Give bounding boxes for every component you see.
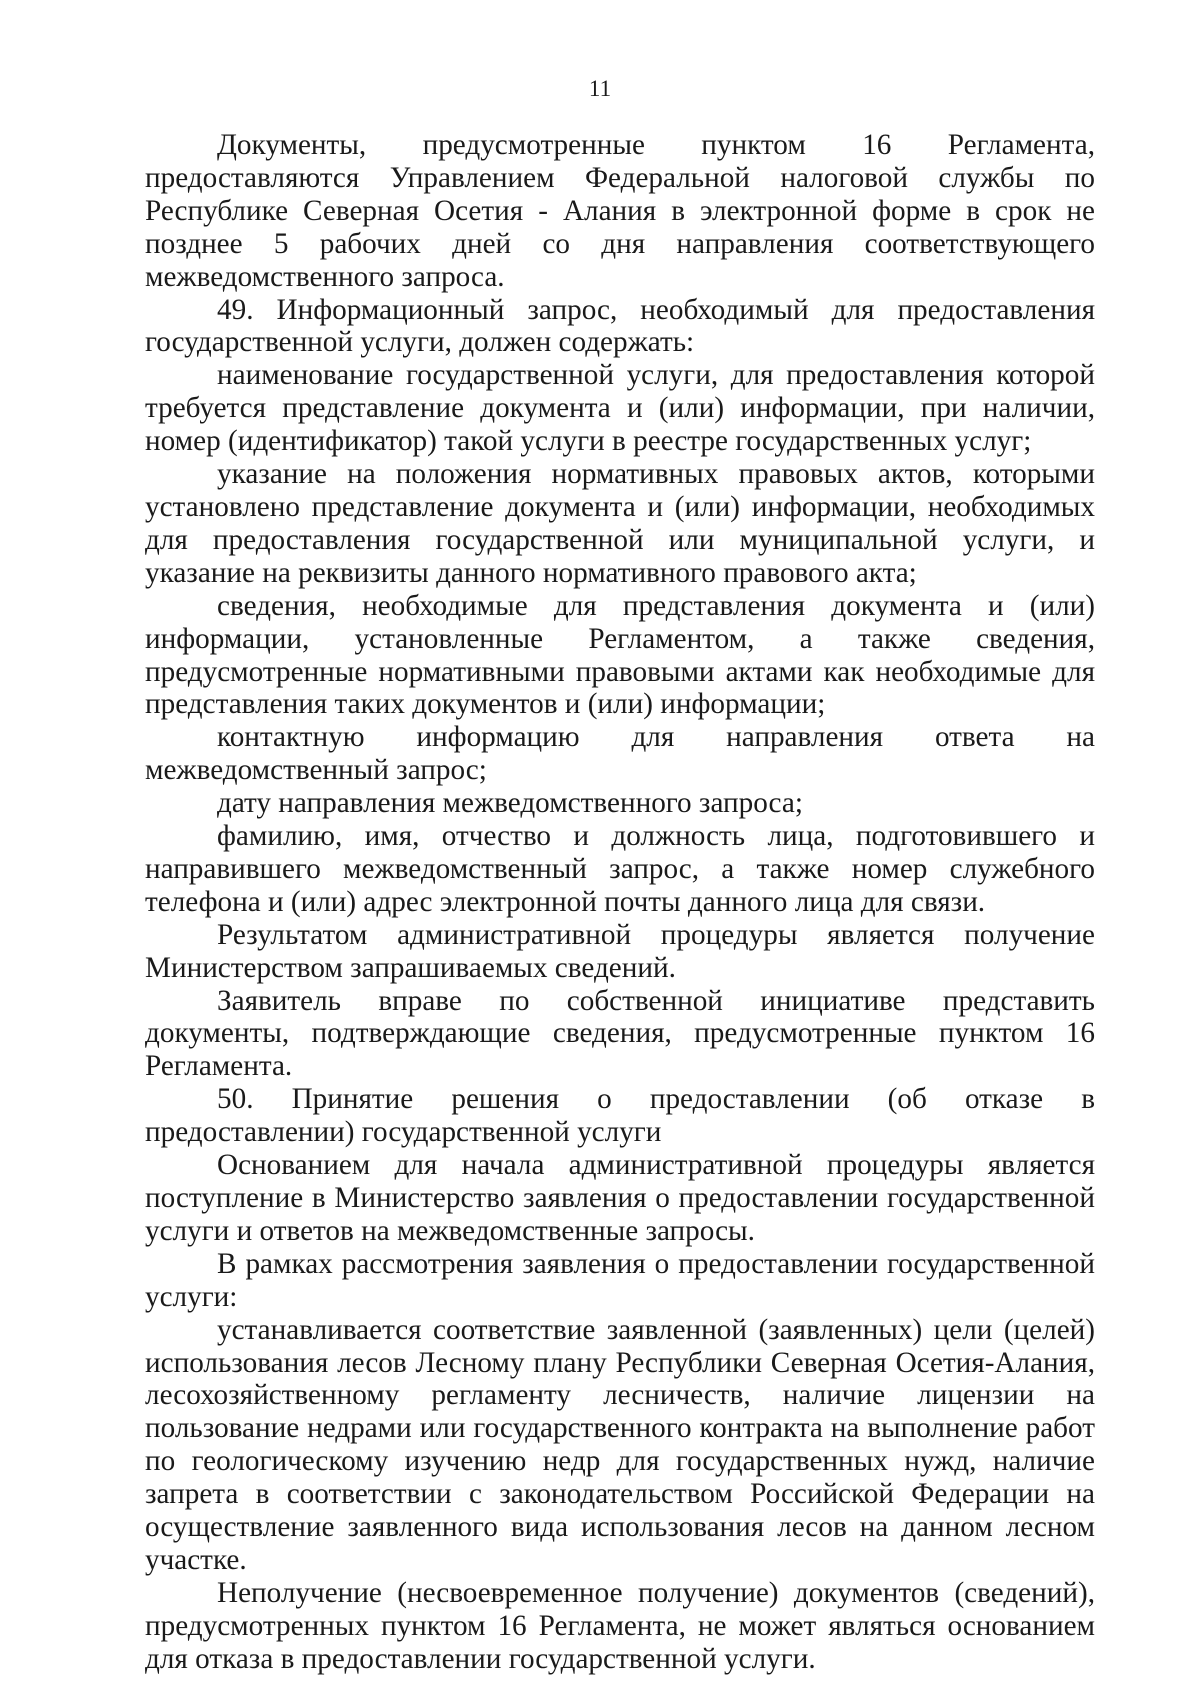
paragraph: Документы, предусмотренные пунктом 16 Регламента, предоставляются Управлением Федеральной налоговой службы по Республике Северная Осетия - Алания в электронной форме в срок не позднее 5 рабочих дней со дня направления соответствующего межведомственного запроса.: [145, 129, 1095, 293]
paragraph: В рамках рассмотрения заявления о предоставлении государственной услуги:: [145, 1247, 1095, 1313]
paragraph: 49. Информационный запрос, необходимый для предоставления государственной услуги, должен содержать:: [145, 293, 1095, 359]
paragraph: Основанием для начала административной процедуры является поступление в Министерство заявления о предоставлении государственной услуги и ответов на межведомственные запросы.: [145, 1149, 1095, 1247]
paragraph: Заявитель вправе по собственной инициативе представить документы, подтверждающие сведения, предусмотренные пунктом 16 Регламента.: [145, 984, 1095, 1083]
paragraph: дату направления межведомственного запроса;: [217, 787, 803, 820]
page-number: 11: [588, 76, 612, 101]
document-body: [145, 129, 1095, 1676]
paragraph: контактную информацию для направления ответа на межведомственный запрос;: [145, 721, 1095, 787]
paragraph: сведения, необходимые для представления документа и (или) информации, установленные Регламентом, а также сведения, предусмотренные нормативными правовыми актами как необходимые для представления таких документов и (или) информации;: [145, 589, 1095, 721]
section-heading: 50. Принятие решения о предоставлении (об отказе в предоставлении) государственной услуги: [145, 1083, 1095, 1149]
paragraph: Результатом административной процедуры является получение Министерством запрашиваемых сведений.: [145, 918, 1095, 984]
paragraph: Неполучение (несвоевременное получение) документов (сведений), предусмотренных пунктом 16 Регламента, не может являться основанием для отказа в предоставлении государственной услуги.: [145, 1576, 1095, 1675]
paragraph: указание на положения нормативных правовых актов, которыми установлено представление документа и (или) информации, необходимых для предоставления государственной или муниципальной услуги, и указание на реквизиты данного нормативного правового акта;: [145, 458, 1095, 589]
paragraph: фамилию, имя, отчество и должность лица, подготовившего и направившего межведомственный запрос, а также номер служебного телефона и (или) адрес электронной почты данного лица для связи.: [145, 820, 1095, 918]
paragraph: устанавливается соответствие заявленной (заявленных) цели (целей) использования лесов Лесному плану Республики Северная Осетия-Алания, лесохозяйственному регламенту лесничеств, наличие лицензии на пользование недрами или государственного контракта на выполнение работ по геологическому изучению недр для государственных нужд, наличие запрета в соответствии с законодательством Российской Федерации на осуществление заявленного вида использования лесов на данном лесном участке.: [145, 1313, 1095, 1576]
paragraph: наименование государственной услуги, для предоставления которой требуется представление документа и (или) информации, при наличии, номер (идентификатор) такой услуги в реестре государственных услуг;: [145, 359, 1095, 458]
